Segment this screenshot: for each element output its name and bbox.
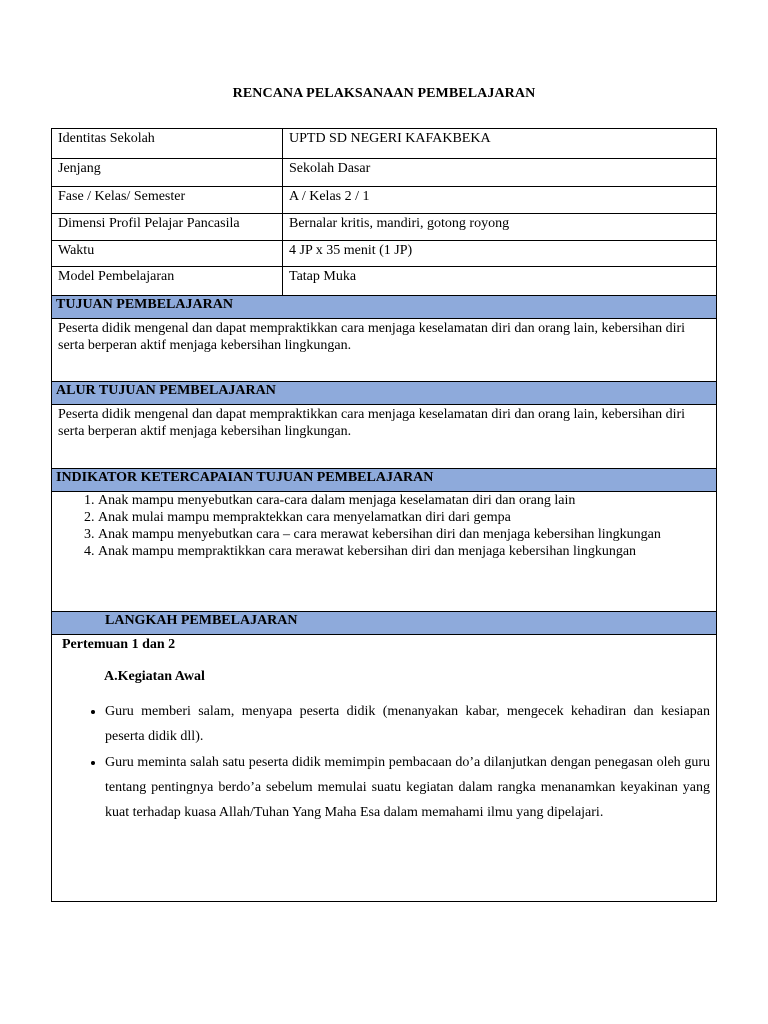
row-value: UPTD SD NEGERI KAFAKBEKA: [283, 129, 717, 159]
document-title: RENCANA PELAKSANAAN PEMBELAJARAN: [232, 86, 536, 101]
row-label: Dimensi Profil Pelajar Pancasila: [52, 214, 283, 241]
indikator-heading: INDIKATOR KETERCAPAIAN TUJUAN PEMBELAJARAN: [52, 469, 716, 492]
activity-subheading: A.Kegiatan Awal: [104, 669, 205, 684]
row-label: Identitas Sekolah: [52, 129, 283, 159]
row-value: A / Kelas 2 / 1: [283, 187, 717, 214]
table-row: [52, 241, 717, 267]
row-label: Model Pembelajaran: [52, 267, 283, 296]
row-label: Jenjang: [52, 159, 283, 187]
list-item: • Guru memberi salam, menyapa peserta didik (menanyakan kabar, mengecek kehadiran dan kesiapan peserta didik dll).: [105, 699, 710, 749]
row-label: Waktu: [52, 241, 283, 267]
langkah-heading-label: LANGKAH PEMBELAJARAN: [105, 613, 298, 628]
tujuan-section: [51, 295, 717, 383]
langkah-heading: [52, 612, 716, 635]
list-item: 4. Anak mampu mempraktikkan cara merawat kebersihan diri dan menjaga kebersihan lingkungan: [98, 543, 716, 560]
row-value: 4 JP x 35 menit (1 JP): [283, 241, 717, 267]
list-item: 1. Anak mampu menyebutkan cara-cara dalam menjaga keselamatan diri dan orang lain: [98, 492, 716, 509]
tujuan-heading: TUJUAN PEMBELAJARAN: [52, 296, 716, 319]
table-row: [52, 214, 717, 241]
langkah-section: [51, 611, 717, 902]
alur-text: Peserta didik mengenal dan dapat mempraktikkan cara menjaga keselamatan diri dan orang lain, kebersihan diri serta berperan aktif menjaga kebersihan lingkungan.: [58, 407, 686, 439]
indikator-list: [52, 492, 716, 560]
indikator-section: [51, 468, 717, 613]
meeting-label: Pertemuan 1 dan 2: [62, 637, 176, 652]
alur-section: [51, 381, 717, 470]
activity-list: [52, 699, 716, 825]
table-row: [52, 159, 717, 187]
alur-heading: ALUR TUJUAN PEMBELAJARAN: [52, 382, 716, 405]
row-label: Fase / Kelas/ Semester: [52, 187, 283, 214]
identity-table: [51, 128, 717, 296]
list-item: 3. Anak mampu menyebutkan cara – cara merawat kebersihan diri dan menjaga kebersihan lingkungan: [98, 526, 716, 543]
row-value: Tatap Muka: [283, 267, 717, 296]
list-item: 2. Anak mulai mampu mempraktekkan cara menyelamatkan diri dari gempa: [98, 509, 716, 526]
table-row: [52, 129, 717, 159]
tujuan-text: Peserta didik mengenal dan dapat mempraktikkan cara menjaga keselamatan diri dan orang lain, kebersihan diri serta berperan aktif menjaga kebersihan lingkungan.: [58, 321, 686, 353]
row-value: Sekolah Dasar: [283, 159, 717, 187]
table-row: [52, 187, 717, 214]
table-row: [52, 267, 717, 296]
list-item: • Guru meminta salah satu peserta didik memimpin pembacaan do’a dilanjutkan dengan penegasan oleh guru tentang pentingnya berdo’a sebelum memulai suatu kegiatan dalam rangka menanamkan keyakinan yang kuat terhadap kuasa Allah/Tuhan Yang Maha Esa dalam memahami ilmu yang dipelajari.: [105, 750, 710, 825]
row-value: Bernalar kritis, mandiri, gotong royong: [283, 214, 717, 241]
